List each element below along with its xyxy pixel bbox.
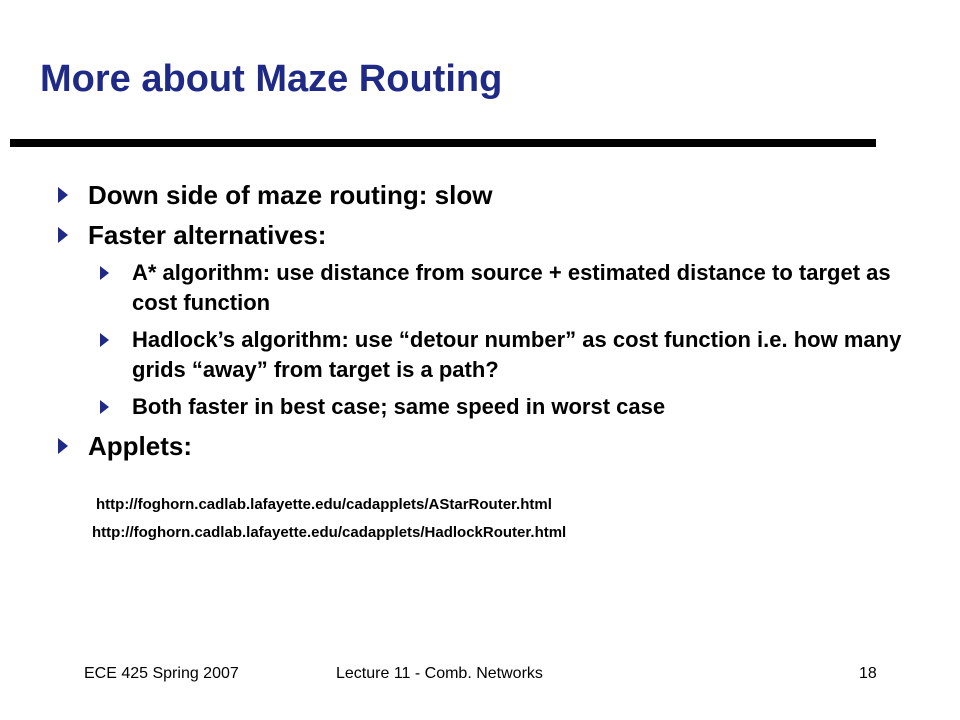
sub-bullet-arrow-icon	[100, 266, 109, 280]
bullet-arrow-icon	[58, 187, 68, 203]
bullet-arrow-icon	[58, 438, 68, 454]
footer-lecture: Lecture 11 - Comb. Networks	[336, 665, 543, 682]
sub-bullet-arrow-icon	[100, 333, 109, 347]
bullet-text: Down side of maze routing: slow	[88, 180, 493, 210]
sub-bullet-item	[88, 258, 914, 318]
footer-course: ECE 425 Spring 2007	[84, 665, 239, 682]
bullet-item	[54, 178, 914, 212]
sub-bullet-item	[88, 392, 914, 422]
title-divider	[10, 139, 876, 147]
sub-bullet-item	[88, 325, 914, 385]
bullet-item-applets	[54, 429, 914, 463]
sub-bullet-text: Hadlock’s algorithm: use “detour number” as cost function i.e. how many grids “away” from target is a path?	[132, 327, 902, 382]
bullet-arrow-icon	[58, 227, 68, 243]
applet-link-astar[interactable]: http://foghorn.cadlab.lafayette.edu/cadapplets/AStarRouter.html	[96, 496, 552, 513]
bullet-text: Faster alternatives:	[88, 220, 327, 250]
bullet-item	[54, 218, 914, 252]
sub-bullet-arrow-icon	[100, 400, 109, 414]
bullet-list	[54, 178, 914, 469]
sub-bullet-text: A* algorithm: use distance from source + estimated distance to target as cost function	[132, 260, 891, 315]
footer-page-number: 18	[859, 665, 877, 682]
bullet-text: Applets:	[88, 431, 192, 461]
applet-link-hadlock[interactable]: http://foghorn.cadlab.lafayette.edu/cadapplets/HadlockRouter.html	[92, 524, 567, 541]
slide-title: More about Maze Routing	[40, 58, 503, 100]
sub-bullet-text: Both faster in best case; same speed in worst case	[132, 394, 666, 419]
